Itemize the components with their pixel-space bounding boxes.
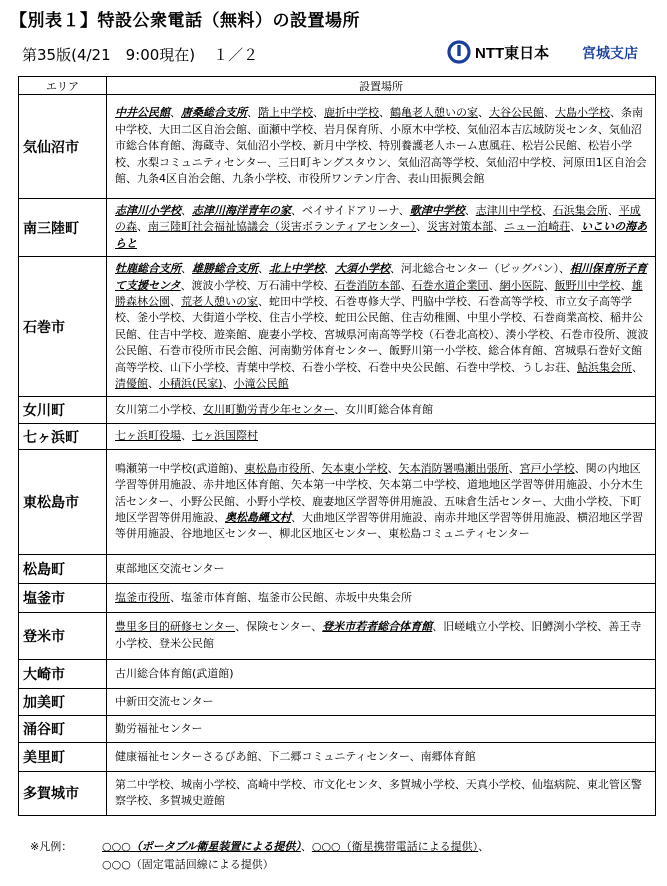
place-text: 、 <box>416 220 428 234</box>
page-title: 【別表１】特設公衆電話（無料）の設置場所 <box>10 11 360 31</box>
place-text: 、 <box>632 360 643 374</box>
place-text: 女川第二小学校、 <box>115 403 203 417</box>
place-text: 、 <box>170 106 181 120</box>
place-name: 唐桑総合支所 <box>181 106 247 120</box>
places-cell <box>107 449 656 554</box>
area-cell: 松島町 <box>19 554 107 583</box>
table-row <box>19 554 656 583</box>
place-name: 清優館 <box>115 377 148 391</box>
place-name: 災害対策本部 <box>427 220 494 234</box>
place-name: 雄勝総合支所 <box>192 262 258 276</box>
place-name: 志津川小学校 <box>115 204 181 217</box>
places-cell <box>107 554 656 583</box>
place-name: 大島小学校 <box>555 106 610 120</box>
table-row <box>19 688 656 715</box>
logo-text: NTT東日本 <box>475 44 550 62</box>
area-cell: 加美町 <box>19 688 107 715</box>
place-text: 、 <box>508 461 520 475</box>
place-text: 、 <box>137 220 148 234</box>
places-cell <box>107 659 656 688</box>
place-text: 第二中学校、城南小学校、高崎中学校、市文化センタ、多賀城小学校、天真小学校、仙塩病院、東北管区警察学校、多賀城史遊館 <box>115 777 642 808</box>
place-name: 歌津中学校 <box>409 204 465 217</box>
place-text: 、 <box>170 295 181 309</box>
place-name: いこいの海あらと <box>115 220 648 250</box>
places-cell <box>107 199 656 257</box>
places-cell <box>107 612 656 659</box>
locations-table <box>18 76 656 816</box>
place-name: 荒老人憩いの家 <box>181 295 258 309</box>
branch-name: 宮城支店 <box>582 46 638 62</box>
place-text: 、 <box>570 220 582 234</box>
place-text: 、 <box>181 262 192 276</box>
place-text: 中新田交流センター <box>115 694 214 708</box>
legend-fixed-line: ○○○（固定電話回線による提供） <box>102 858 274 871</box>
area-cell: 気仙沼市 <box>19 95 107 199</box>
place-text: 、河北総合センター（ビッグバン）、 <box>390 262 570 276</box>
place-text: 、渡波小学校、万石浦中学校、 <box>180 278 335 292</box>
place-name: 中井公民館 <box>115 106 170 120</box>
place-text: 健康福祉センターさるびあ館、下二郷コミュニティセンター、南郷体育館 <box>115 749 476 763</box>
place-name: 志津川中学校 <box>475 204 542 217</box>
places-cell <box>107 742 656 771</box>
place-name: 女川町勤労青少年センター <box>203 403 335 417</box>
places-cell <box>107 771 656 815</box>
table-body <box>19 95 656 816</box>
places-column-header: 設置場所 <box>107 77 656 95</box>
place-name: 鶴亀老人憩いの家 <box>390 106 478 120</box>
legend-line-1 <box>30 838 489 856</box>
place-text: 、 <box>222 377 234 391</box>
place-name: 登米市若者総合体育館 <box>322 620 433 634</box>
legend <box>30 838 489 874</box>
area-cell: 登米市 <box>19 612 107 659</box>
place-text: 、塩釜市体育館、塩釜市公民館、赤坂中央集会所 <box>170 590 412 604</box>
place-text: 、蛇田中学校、石巻専修大学、門脇中学校、石巻高等学校、市立女子高等学校、釜小学校、大街道小学校、住吉小学校、蛇田公民館、住吉幼稚園、中里小学校、石巻商業高校、稲井公民館、住吉中学校、遊楽館、鹿妻小学校、宮城県河南高等学校（石巻北高校）、湊小学校、石巻市役所、渡波公民館、石巻市役所市民会館、河南勤労体育センター、飯野川第一小学校、総合体育館、宮城県石巻好文館高等学校、山下小学校、青葉中学校、石巻小学校、石巻中央公民館、石巻中学校、うしお荘、 <box>115 295 649 374</box>
place-text: 、 <box>493 220 505 234</box>
area-cell: 女川町 <box>19 397 107 424</box>
place-text: 、 <box>324 262 335 276</box>
place-name: 奥松島縄文村 <box>225 511 291 525</box>
place-name: 平成の森 <box>115 204 641 234</box>
legend-line-2 <box>30 856 489 874</box>
area-cell: 多賀城市 <box>19 771 107 815</box>
table-row <box>19 612 656 659</box>
table-row <box>19 257 656 397</box>
table-row <box>19 583 656 612</box>
place-text: 、 <box>379 106 390 120</box>
ntt-logo <box>447 40 549 64</box>
place-text: 、 <box>247 106 258 120</box>
place-text: 鳴瀬第一中学校(武道館)、 <box>115 461 245 475</box>
place-text: 、 <box>488 278 500 292</box>
place-name: 大谷公民館 <box>489 106 544 120</box>
place-text: 勤労福祉センター <box>115 721 203 735</box>
place-text: 、 <box>181 204 192 217</box>
area-cell: 塩釜市 <box>19 583 107 612</box>
place-name: 飯野川中学校 <box>554 278 621 292</box>
ntt-logo-icon <box>447 40 471 64</box>
place-text: 、 <box>478 106 489 120</box>
place-name: 矢本消防署鳴瀬出張所 <box>398 461 509 475</box>
places-cell <box>107 397 656 424</box>
place-text: 、 <box>310 461 322 475</box>
area-column-header: エリア <box>19 77 107 95</box>
place-name: 北上中学校 <box>269 262 324 276</box>
table-row <box>19 199 656 257</box>
places-cell <box>107 424 656 449</box>
table-row <box>19 771 656 815</box>
place-name: 鮎浜集会所 <box>577 360 632 374</box>
legend-satellite-phone: ○○○（衛星携帯電話による提供） <box>311 840 479 853</box>
place-name: 大須小学校 <box>335 262 390 276</box>
area-cell: 七ヶ浜町 <box>19 424 107 449</box>
place-text: 、女川町総合体育館 <box>334 403 434 417</box>
table-row <box>19 424 656 449</box>
place-text: 、 <box>258 262 269 276</box>
place-text: 、 <box>148 377 159 391</box>
legend-label: ※凡例： <box>30 840 73 853</box>
place-name: 石巻水道企業団 <box>411 278 489 292</box>
place-text: 、 <box>400 278 412 292</box>
place-name: 矢本東小学校 <box>321 461 388 475</box>
place-text: 、 <box>543 278 555 292</box>
place-text: 、 <box>541 204 553 217</box>
places-cell <box>107 715 656 742</box>
area-cell: 南三陸町 <box>19 199 107 257</box>
place-name: 志津川海洋青年の家 <box>192 204 291 217</box>
table-row <box>19 449 656 554</box>
place-text: 、関の内地区学習等併用施設、赤井地区体育館、矢本第一中学校、矢本第二中学校、道地地区学習等併用施設、小分木生活センター、小野公民館、小野小学校、鹿妻地区学習等併用施設、五味倉生活センター、大曲小学校、下町地区学習等併用施設、 <box>115 461 643 525</box>
place-text: 、大曲地区学習等併用施設、南赤井地区学習等併用施設、横沼地区学習等併用施設、谷地地区センター、柳北区地区センター、東松島コミュニティセンター <box>115 511 643 541</box>
place-text: 、 <box>387 461 399 475</box>
legend-tail: 、 <box>478 840 490 853</box>
place-name: 雄勝森林公園 <box>115 278 643 309</box>
places-cell <box>107 688 656 715</box>
place-name: 塩釜市役所 <box>115 590 170 604</box>
table-header-row <box>19 77 656 95</box>
place-name: 七ヶ浜国際村 <box>192 429 258 443</box>
place-name: ニュー泊崎荘 <box>504 220 571 234</box>
places-cell <box>107 257 656 397</box>
place-name: 相川保育所子育て支援センタ <box>115 262 647 292</box>
places-cell <box>107 95 656 199</box>
place-text: 、ベイサイドアリーナ、 <box>291 204 410 217</box>
place-text: 、 <box>620 278 632 292</box>
area-cell: 石巻市 <box>19 257 107 397</box>
table-row <box>19 397 656 424</box>
table-row <box>19 95 656 199</box>
place-name: 南三陸町社会福祉協議会（災害ボランティアセンター） <box>148 220 417 234</box>
place-name: 豊里多目的研修センター <box>115 620 236 634</box>
place-name: 石浜集会所 <box>552 204 608 217</box>
place-name: 東松島市役所 <box>244 461 311 475</box>
place-text: 古川総合体育館(武道館) <box>115 666 234 680</box>
place-text: 、旧嵯峨立小学校、旧鱒渕小学校、善王寺小学校、登米公民館 <box>115 620 642 650</box>
place-name: 網小医院 <box>499 278 544 292</box>
place-text: 、 <box>313 106 324 120</box>
place-text: 、 <box>464 204 476 217</box>
edition-info <box>22 44 258 65</box>
place-name: 小滝公民館 <box>233 377 289 391</box>
table-row <box>19 715 656 742</box>
place-text: 、 <box>181 429 192 443</box>
page-number: １／２ <box>213 46 259 64</box>
area-cell: 大崎市 <box>19 659 107 688</box>
place-text: 、保険センター、 <box>235 620 323 634</box>
place-text: 、 <box>607 204 619 217</box>
legend-portable-satellite: ○○○（ポータブル衛星装置による提供） <box>102 840 301 853</box>
places-cell <box>107 583 656 612</box>
edition-label: 第35版(4/21 9:00現在) <box>22 46 196 64</box>
place-text: 、条南中学校、大田二区自治会館、面瀬中学校、岩月保育所、小原木中学校、気仙沼本吉広域防災センタ、気仙沼市総合体育館、海蔵寺、気仙沼小学校、新月中学校、特別養護老人ホーム恵風荘、松岩公民館、松岩小学校、水梨コミュニティセンター、三日町キングスタウン、気仙沼高等学校、気仙沼中学校、河原田1区自治会館、九条4区自治会館、九条小学校、市役所ワンテン庁舎、表山田振興会館 <box>115 106 647 186</box>
table-row <box>19 659 656 688</box>
area-cell: 涌谷町 <box>19 715 107 742</box>
place-text: 東部地区交流センター <box>115 561 225 575</box>
place-name: 石巻消防本部 <box>334 278 401 292</box>
place-name: 鹿折中学校 <box>324 106 379 120</box>
area-cell: 東松島市 <box>19 449 107 554</box>
legend-separator: 、 <box>300 840 312 853</box>
place-name: 七ヶ浜町役場 <box>115 429 181 443</box>
place-name: 小積浜(民家) <box>159 377 223 391</box>
place-text: 、 <box>544 106 555 120</box>
table-row <box>19 742 656 771</box>
place-name: 階上中学校 <box>258 106 313 120</box>
area-cell: 美里町 <box>19 742 107 771</box>
place-name: 宮戸小学校 <box>519 461 575 475</box>
place-name: 牡鹿総合支所 <box>115 262 181 276</box>
